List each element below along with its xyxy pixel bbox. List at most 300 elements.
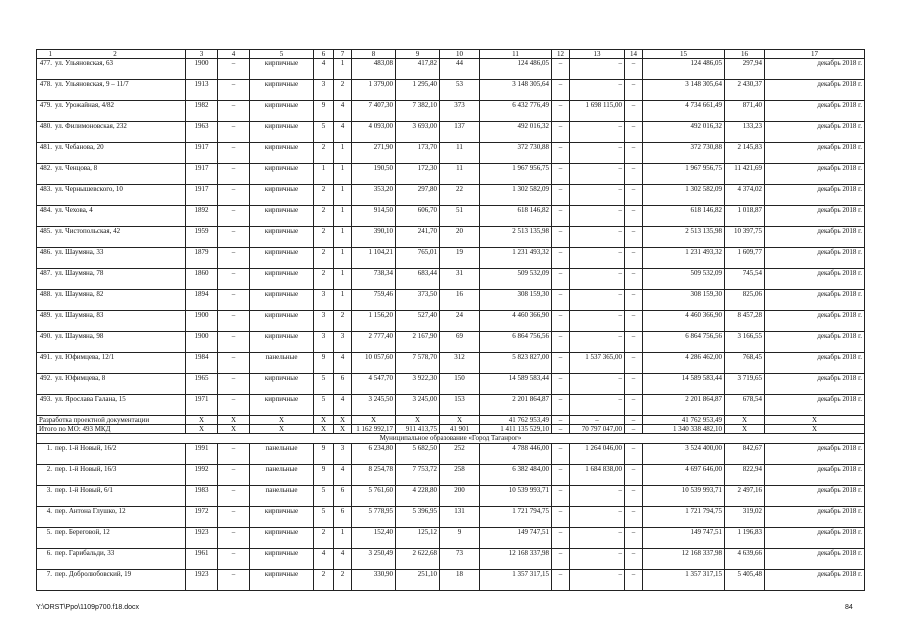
completion-date: декабрь 2018 г. xyxy=(765,395,865,416)
year-built: 1971 xyxy=(186,395,218,416)
col-12: – xyxy=(552,444,570,465)
living-area: 3 245,00 xyxy=(396,395,440,416)
address: пер. Добролюбовский, 19 xyxy=(55,570,132,578)
table-row xyxy=(37,570,865,591)
wall-material: кирпичные xyxy=(250,290,314,311)
completion-date: декабрь 2018 г. xyxy=(765,528,865,549)
address-cell xyxy=(37,248,186,269)
col-15: 4 734 661,49 xyxy=(643,101,725,122)
total-cost: 6 864 756,56 xyxy=(480,332,552,353)
address-cell xyxy=(37,290,186,311)
unit-cost: 678,54 xyxy=(725,395,765,416)
col-4: – xyxy=(218,143,250,164)
floors: 5 xyxy=(314,507,334,528)
completion-date: декабрь 2018 г. xyxy=(765,101,865,122)
x-mark: Х xyxy=(186,425,218,434)
repair-schedule-table xyxy=(36,49,865,591)
col-15: 12 168 337,98 xyxy=(643,549,725,570)
entrances: 1 xyxy=(334,185,352,206)
row-number: 5. xyxy=(46,528,52,536)
total-area: 152,40 xyxy=(352,528,396,549)
col-15: 509 532,09 xyxy=(643,269,725,290)
year-built: 1991 xyxy=(186,444,218,465)
total-cost: 6 432 776,49 xyxy=(480,101,552,122)
col-13: – xyxy=(570,570,625,591)
col-15: 1 967 956,75 xyxy=(643,164,725,185)
row-number: 3. xyxy=(46,486,52,494)
row-number: 481. xyxy=(39,143,52,151)
col-14: – xyxy=(625,395,643,416)
year-built: 1965 xyxy=(186,374,218,395)
row-number: 7. xyxy=(46,570,52,578)
living-area: 3 693,00 xyxy=(396,122,440,143)
x-mark: Х xyxy=(314,425,334,434)
year-built: 1984 xyxy=(186,353,218,374)
col-4: – xyxy=(218,444,250,465)
col-13: 70 797 047,00 xyxy=(570,425,625,434)
total-cost: 1 721 794,75 xyxy=(480,507,552,528)
table-row xyxy=(37,185,865,206)
col-4: – xyxy=(218,332,250,353)
living-area: 3 922,30 xyxy=(396,374,440,395)
residents: 22 xyxy=(440,185,480,206)
address-cell xyxy=(37,164,186,185)
col-15: 124 486,05 xyxy=(643,59,725,80)
entrances: 4 xyxy=(334,395,352,416)
unit-cost: 842,67 xyxy=(725,444,765,465)
total-area: 1 162 992,17 xyxy=(352,425,396,434)
address-cell xyxy=(37,122,186,143)
completion-date: декабрь 2018 г. xyxy=(765,549,865,570)
column-number: 2 xyxy=(113,50,117,58)
residents: 252 xyxy=(440,444,480,465)
unit-cost: 2 497,16 xyxy=(725,486,765,507)
address-cell xyxy=(37,528,186,549)
residents: 16 xyxy=(440,290,480,311)
address-cell xyxy=(37,444,186,465)
column-number: 7 xyxy=(334,50,352,59)
living-area: 125,12 xyxy=(396,528,440,549)
completion-date: декабрь 2018 г. xyxy=(765,80,865,101)
floors: 5 xyxy=(314,122,334,143)
table-row xyxy=(37,59,865,80)
row-label: Итого по МО: 493 МКД xyxy=(37,425,186,434)
floors: 5 xyxy=(314,374,334,395)
entrances: 4 xyxy=(334,549,352,570)
x-mark: Х xyxy=(765,416,865,425)
x-mark: Х xyxy=(352,416,396,425)
address-cell xyxy=(37,395,186,416)
col-12: – xyxy=(552,528,570,549)
wall-material: кирпичные xyxy=(250,206,314,227)
col-13: – xyxy=(570,80,625,101)
column-number: 13 xyxy=(570,50,625,59)
col-15: 6 864 756,56 xyxy=(643,332,725,353)
total-area: 330,90 xyxy=(352,570,396,591)
entrances: 2 xyxy=(334,570,352,591)
floors: 9 xyxy=(314,465,334,486)
total-cost: 12 168 337,98 xyxy=(480,549,552,570)
wall-material: панельные xyxy=(250,353,314,374)
total-cost: 1 231 493,32 xyxy=(480,248,552,269)
column-number: 5 xyxy=(250,50,314,59)
table-row xyxy=(37,227,865,248)
wall-material: кирпичные xyxy=(250,101,314,122)
col-12: – xyxy=(552,425,570,434)
table-row xyxy=(37,486,865,507)
entrances: 4 xyxy=(334,353,352,374)
col-13: 1 537 365,00 xyxy=(570,353,625,374)
col-12: – xyxy=(552,164,570,185)
unit-cost: 297,94 xyxy=(725,59,765,80)
wall-material: кирпичные xyxy=(250,311,314,332)
section-title: Муниципальное образование «Город Таганрог» xyxy=(37,434,865,444)
col-13: 1 264 046,00 xyxy=(570,444,625,465)
living-area: 2 622,68 xyxy=(396,549,440,570)
unit-cost: 133,23 xyxy=(725,122,765,143)
address: ул. Юфимцева, 8 xyxy=(55,374,106,382)
col-4: – xyxy=(218,248,250,269)
entrances: 1 xyxy=(334,290,352,311)
total-area: 4 093,00 xyxy=(352,122,396,143)
total-cost: 149 747,51 xyxy=(480,528,552,549)
living-area: 7 382,10 xyxy=(396,101,440,122)
year-built: 1992 xyxy=(186,465,218,486)
col-4: – xyxy=(218,486,250,507)
completion-date: декабрь 2018 г. xyxy=(765,164,865,185)
total-cost: 4 788 446,00 xyxy=(480,444,552,465)
residents: 31 xyxy=(440,269,480,290)
row-number: 477. xyxy=(39,59,52,67)
x-mark: Х xyxy=(725,416,765,425)
unit-cost: 4 639,66 xyxy=(725,549,765,570)
table-row xyxy=(37,311,865,332)
year-built: 1972 xyxy=(186,507,218,528)
residents: 9 xyxy=(440,528,480,549)
table-row xyxy=(37,507,865,528)
year-built: 1961 xyxy=(186,549,218,570)
row-number: 492. xyxy=(39,374,52,382)
entrances: 1 xyxy=(334,269,352,290)
col-12: – xyxy=(552,507,570,528)
x-mark: Х xyxy=(314,416,334,425)
unit-cost: 5 405,48 xyxy=(725,570,765,591)
address-cell xyxy=(37,353,186,374)
section-header-row xyxy=(37,434,865,444)
residents: 200 xyxy=(440,486,480,507)
total-area: 190,50 xyxy=(352,164,396,185)
year-built: 1982 xyxy=(186,101,218,122)
total-cost: 124 486,05 xyxy=(480,59,552,80)
address-cell xyxy=(37,185,186,206)
col-4: – xyxy=(218,122,250,143)
col-14: – xyxy=(625,528,643,549)
wall-material: кирпичные xyxy=(250,528,314,549)
floors: 3 xyxy=(314,332,334,353)
wall-material: кирпичные xyxy=(250,374,314,395)
col-12: – xyxy=(552,465,570,486)
col-12: – xyxy=(552,185,570,206)
year-built: 1879 xyxy=(186,248,218,269)
unit-cost: 10 397,75 xyxy=(725,227,765,248)
col-15: 149 747,51 xyxy=(643,528,725,549)
col-13: – xyxy=(570,248,625,269)
total-area: 390,10 xyxy=(352,227,396,248)
col-12: – xyxy=(552,227,570,248)
col-12: – xyxy=(552,59,570,80)
total-cost: 372 730,88 xyxy=(480,143,552,164)
row-number: 486. xyxy=(39,248,52,256)
completion-date: декабрь 2018 г. xyxy=(765,206,865,227)
floors: 1 xyxy=(314,164,334,185)
residents: 150 xyxy=(440,374,480,395)
completion-date: декабрь 2018 г. xyxy=(765,486,865,507)
col-13: – xyxy=(570,290,625,311)
x-mark: Х xyxy=(186,416,218,425)
wall-material: кирпичные xyxy=(250,227,314,248)
col-13: – xyxy=(570,528,625,549)
col-13: 1 698 115,00 xyxy=(570,101,625,122)
residents: 19 xyxy=(440,248,480,269)
col-13: – xyxy=(570,164,625,185)
completion-date: декабрь 2018 г. xyxy=(765,311,865,332)
column-number: 16 xyxy=(725,50,765,59)
wall-material: кирпичные xyxy=(250,143,314,164)
col-4: – xyxy=(218,549,250,570)
floors: 2 xyxy=(314,206,334,227)
address: ул. Филимоновская, 232 xyxy=(55,122,127,130)
completion-date: декабрь 2018 г. xyxy=(765,143,865,164)
year-built: 1913 xyxy=(186,80,218,101)
x-mark: Х xyxy=(765,425,865,434)
total-area: 4 547,70 xyxy=(352,374,396,395)
year-built: 1900 xyxy=(186,311,218,332)
address: ул. Шаумяна, 83 xyxy=(55,311,104,319)
total-area: 353,20 xyxy=(352,185,396,206)
completion-date: декабрь 2018 г. xyxy=(765,227,865,248)
floors: 4 xyxy=(314,59,334,80)
col-12: – xyxy=(552,332,570,353)
total-area: 5 761,60 xyxy=(352,486,396,507)
col-4: – xyxy=(218,353,250,374)
col-14: – xyxy=(625,185,643,206)
total-cost: 2 201 864,87 xyxy=(480,395,552,416)
total-area: 738,34 xyxy=(352,269,396,290)
col-12: – xyxy=(552,80,570,101)
col-15: 308 159,30 xyxy=(643,290,725,311)
address: ул. Шаумяна, 78 xyxy=(55,269,104,277)
col-13: – xyxy=(570,486,625,507)
column-number: 3 xyxy=(186,50,218,59)
address: пер. 1-й Новый, 16/3 xyxy=(55,465,117,473)
living-area: 606,70 xyxy=(396,206,440,227)
x-mark: Х xyxy=(218,416,250,425)
residents: 137 xyxy=(440,122,480,143)
table-row xyxy=(37,143,865,164)
entrances: 6 xyxy=(334,507,352,528)
col-15: 3 148 305,64 xyxy=(643,80,725,101)
col-13: – xyxy=(570,227,625,248)
table-row xyxy=(37,164,865,185)
x-mark: Х xyxy=(250,416,314,425)
col-15: 618 146,82 xyxy=(643,206,725,227)
address: пер. 1-й Новый, 6/1 xyxy=(55,486,113,494)
col-4: – xyxy=(218,185,250,206)
unit-cost: 1 196,83 xyxy=(725,528,765,549)
wall-material: кирпичные xyxy=(250,269,314,290)
row-number: 2. xyxy=(46,465,52,473)
address-cell xyxy=(37,143,186,164)
wall-material: кирпичные xyxy=(250,549,314,570)
address: пер. Антона Глушко, 12 xyxy=(55,507,126,515)
col-4: – xyxy=(218,206,250,227)
col-12: – xyxy=(552,486,570,507)
completion-date: декабрь 2018 г. xyxy=(765,332,865,353)
wall-material: панельные xyxy=(250,465,314,486)
col-12: – xyxy=(552,374,570,395)
total-cost: 4 460 366,90 xyxy=(480,311,552,332)
floors: 5 xyxy=(314,395,334,416)
table-row xyxy=(37,122,865,143)
col-12: – xyxy=(552,206,570,227)
col-4: – xyxy=(218,395,250,416)
address-cell xyxy=(37,206,186,227)
col-14: – xyxy=(625,248,643,269)
total-cost: 509 532,09 xyxy=(480,269,552,290)
row-number: 4. xyxy=(46,507,52,515)
year-built: 1963 xyxy=(186,122,218,143)
living-area: 911 413,75 xyxy=(396,425,440,434)
unit-cost: 768,45 xyxy=(725,353,765,374)
table-row xyxy=(37,374,865,395)
col-4: – xyxy=(218,374,250,395)
wall-material: панельные xyxy=(250,486,314,507)
floors: 2 xyxy=(314,528,334,549)
table-row xyxy=(37,528,865,549)
project-docs-row xyxy=(37,416,865,425)
living-area: 297,80 xyxy=(396,185,440,206)
col-14: – xyxy=(625,164,643,185)
residents: 73 xyxy=(440,549,480,570)
wall-material: кирпичные xyxy=(250,80,314,101)
row-number: 6. xyxy=(46,549,52,557)
table-row xyxy=(37,80,865,101)
col-14: – xyxy=(625,570,643,591)
col-14: – xyxy=(625,486,643,507)
wall-material: кирпичные xyxy=(250,122,314,143)
total-area: 1 104,21 xyxy=(352,248,396,269)
col-4: – xyxy=(218,59,250,80)
col-14: – xyxy=(625,332,643,353)
col-14: – xyxy=(625,549,643,570)
x-mark: Х xyxy=(218,425,250,434)
residents: 18 xyxy=(440,570,480,591)
entrances: 4 xyxy=(334,101,352,122)
living-area: 1 295,40 xyxy=(396,80,440,101)
col-13: 1 684 838,00 xyxy=(570,465,625,486)
col-13: – xyxy=(570,395,625,416)
wall-material: кирпичные xyxy=(250,570,314,591)
total-area: 2 777,40 xyxy=(352,332,396,353)
x-mark: Х xyxy=(440,416,480,425)
address: ул. Чернышевского, 10 xyxy=(55,185,123,193)
col-13: – xyxy=(570,122,625,143)
col-15: 4 286 462,00 xyxy=(643,353,725,374)
col-4: – xyxy=(218,101,250,122)
col-14: – xyxy=(625,122,643,143)
floors: 3 xyxy=(314,290,334,311)
total-area: 759,46 xyxy=(352,290,396,311)
unit-cost: 745,54 xyxy=(725,269,765,290)
col-13: – xyxy=(570,507,625,528)
address: ул. Чехова, 4 xyxy=(55,206,93,214)
wall-material: кирпичные xyxy=(250,395,314,416)
address: ул. Ульяновская, 9 – 11/7 xyxy=(55,80,129,88)
year-built: 1917 xyxy=(186,143,218,164)
total-area: 1 379,00 xyxy=(352,80,396,101)
entrances: 4 xyxy=(334,465,352,486)
col-14: – xyxy=(625,206,643,227)
residents: 373 xyxy=(440,101,480,122)
wall-material: кирпичные xyxy=(250,185,314,206)
residents: 44 xyxy=(440,59,480,80)
column-number: 8 xyxy=(352,50,396,59)
table-row xyxy=(37,101,865,122)
x-mark: Х xyxy=(396,416,440,425)
total-cost: 308 159,30 xyxy=(480,290,552,311)
row-number: 488. xyxy=(39,290,52,298)
address-cell xyxy=(37,101,186,122)
total-cost: 2 513 135,98 xyxy=(480,227,552,248)
address-cell xyxy=(37,486,186,507)
col-13: – xyxy=(570,374,625,395)
row-label: Разработка проектной документации xyxy=(37,416,186,425)
total-area: 483,08 xyxy=(352,59,396,80)
column-number: 11 xyxy=(480,50,552,59)
address: пер. Гарибальди, 33 xyxy=(55,549,115,557)
completion-date: декабрь 2018 г. xyxy=(765,185,865,206)
unit-cost: 2 430,37 xyxy=(725,80,765,101)
total-cost: 6 382 484,00 xyxy=(480,465,552,486)
address: пер. 1-й Новый, 16/2 xyxy=(55,444,117,452)
entrances: 1 xyxy=(334,143,352,164)
address-cell xyxy=(37,570,186,591)
column-number: 12 xyxy=(552,50,570,59)
col-14: – xyxy=(625,290,643,311)
wall-material: кирпичные xyxy=(250,332,314,353)
address: ул. Шаумяна, 98 xyxy=(55,332,104,340)
unit-cost: 3 719,65 xyxy=(725,374,765,395)
entrances: 1 xyxy=(334,227,352,248)
address-cell xyxy=(37,332,186,353)
residents: 69 xyxy=(440,332,480,353)
unit-cost: 11 421,69 xyxy=(725,164,765,185)
entrances: 1 xyxy=(334,206,352,227)
unit-cost: 871,40 xyxy=(725,101,765,122)
entrances: 3 xyxy=(334,444,352,465)
address-cell xyxy=(37,59,186,80)
total-area: 3 245,50 xyxy=(352,395,396,416)
col-14: – xyxy=(625,227,643,248)
living-area: 7 578,70 xyxy=(396,353,440,374)
table-row xyxy=(37,248,865,269)
col-14: – xyxy=(625,507,643,528)
row-number: 487. xyxy=(39,269,52,277)
total-area: 5 778,95 xyxy=(352,507,396,528)
living-area: 5 682,50 xyxy=(396,444,440,465)
row-number: 485. xyxy=(39,227,52,235)
col-15: 1 721 794,75 xyxy=(643,507,725,528)
